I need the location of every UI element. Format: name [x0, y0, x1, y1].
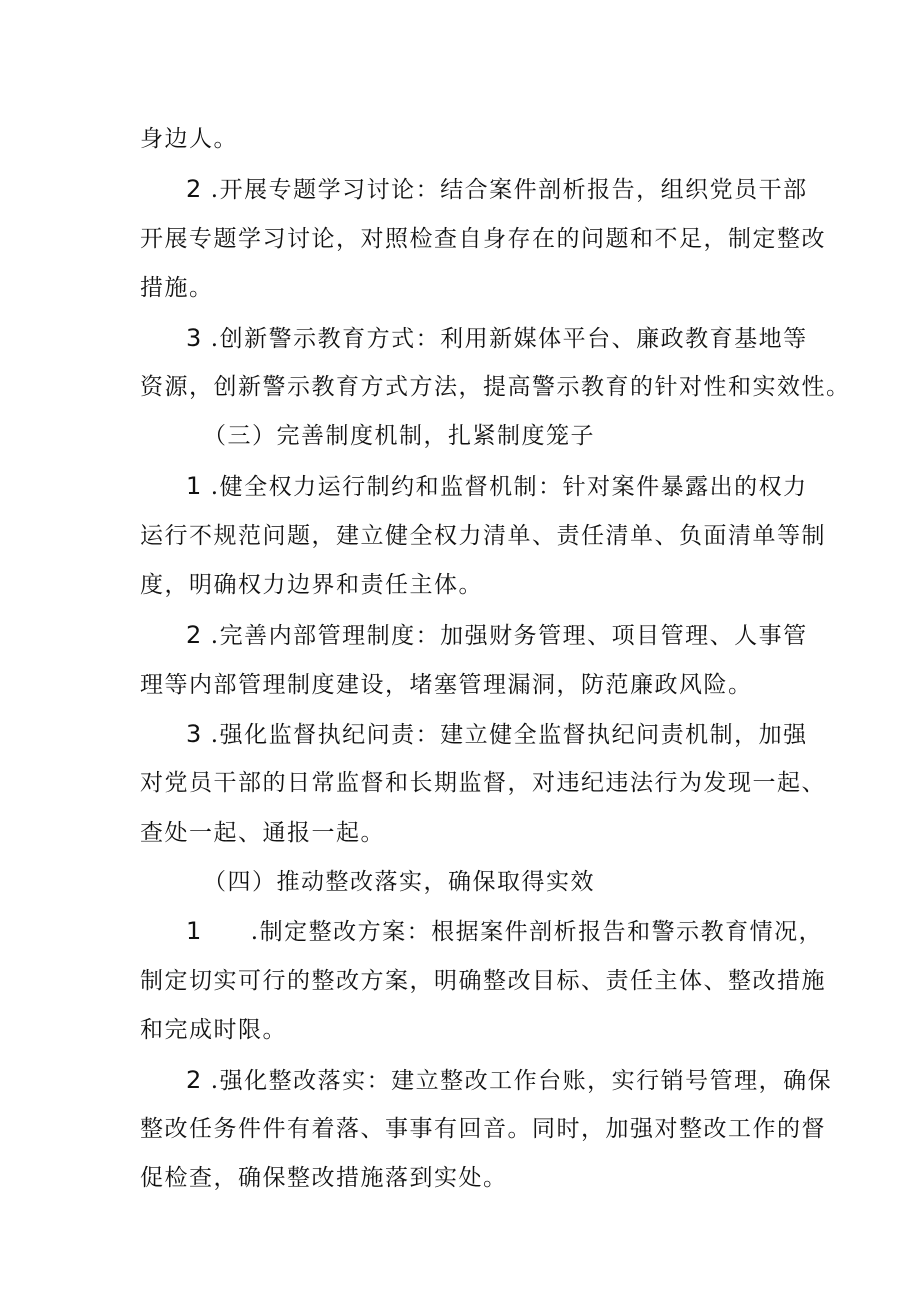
section-heading-3: （三）完善制度机制，扎紧制度笼子: [203, 423, 595, 449]
item-number: 2: [186, 175, 203, 203]
paragraph-line: 对党员干部的日常监督和长期监督，对违纪违法行为发现一起、: [140, 770, 826, 796]
paragraph-line: 查处一起、通报一起。: [140, 820, 385, 846]
paragraph-line: 和完成时限。: [140, 1017, 287, 1043]
paragraph-line: 促检查，确保整改措施落到实处。: [140, 1165, 508, 1191]
list-item-3-line1: 3 .强化监督执纪问责：建立健全监督执纪问责机制，加强: [186, 720, 808, 748]
paragraph-line: 开展专题学习讨论，对照检查自身存在的问题和不足，制定整改: [140, 226, 826, 252]
list-item-2-line1: 2 .强化整改落实：建立整改工作台账，实行销号管理，确保: [186, 1066, 833, 1094]
list-item-1-line1: 1 .制定整改方案：根据案件剖析报告和警示教育情况，: [186, 917, 824, 945]
paragraph-line: 资源，创新警示教育方式方法，提高警示教育的针对性和实效性。: [140, 374, 851, 400]
paragraph-line: 身边人。: [140, 126, 238, 152]
list-item-2-line1: 2 .开展专题学习讨论：结合案件剖析报告，组织党员干部: [186, 175, 808, 203]
item-number: 1: [186, 472, 203, 500]
paragraph-line: 整改任务件件有着落、事事有回音。同时，加强对整改工作的督: [140, 1116, 826, 1142]
item-number: 2: [186, 621, 203, 649]
item-number: 3: [186, 720, 203, 748]
list-item-1-line1: 1 .健全权力运行制约和监督机制：针对案件暴露出的权力: [186, 472, 808, 500]
item-number: 3: [186, 324, 203, 352]
paragraph-line: 制定切实可行的整改方案，明确整改目标、责任主体、整改措施: [140, 968, 826, 994]
item-number: 1: [186, 917, 203, 945]
section-heading-4: （四）推动整改落实，确保取得实效: [203, 869, 595, 895]
list-item-2-line1: 2 .完善内部管理制度：加强财务管理、项目管理、人事管: [186, 621, 808, 649]
paragraph-line: 理等内部管理制度建设，堵塞管理漏洞，防范廉政风险。: [140, 672, 753, 698]
paragraph-line: 措施。: [140, 275, 214, 301]
item-number: 2: [186, 1066, 203, 1094]
paragraph-line: 度，明确权力边界和责任主体。: [140, 572, 483, 598]
paragraph-line: 运行不规范问题，建立健全权力清单、责任清单、负面清单等制: [140, 523, 826, 549]
list-item-3-line1: 3 .创新警示教育方式：利用新媒体平台、廉政教育基地等: [186, 324, 808, 352]
